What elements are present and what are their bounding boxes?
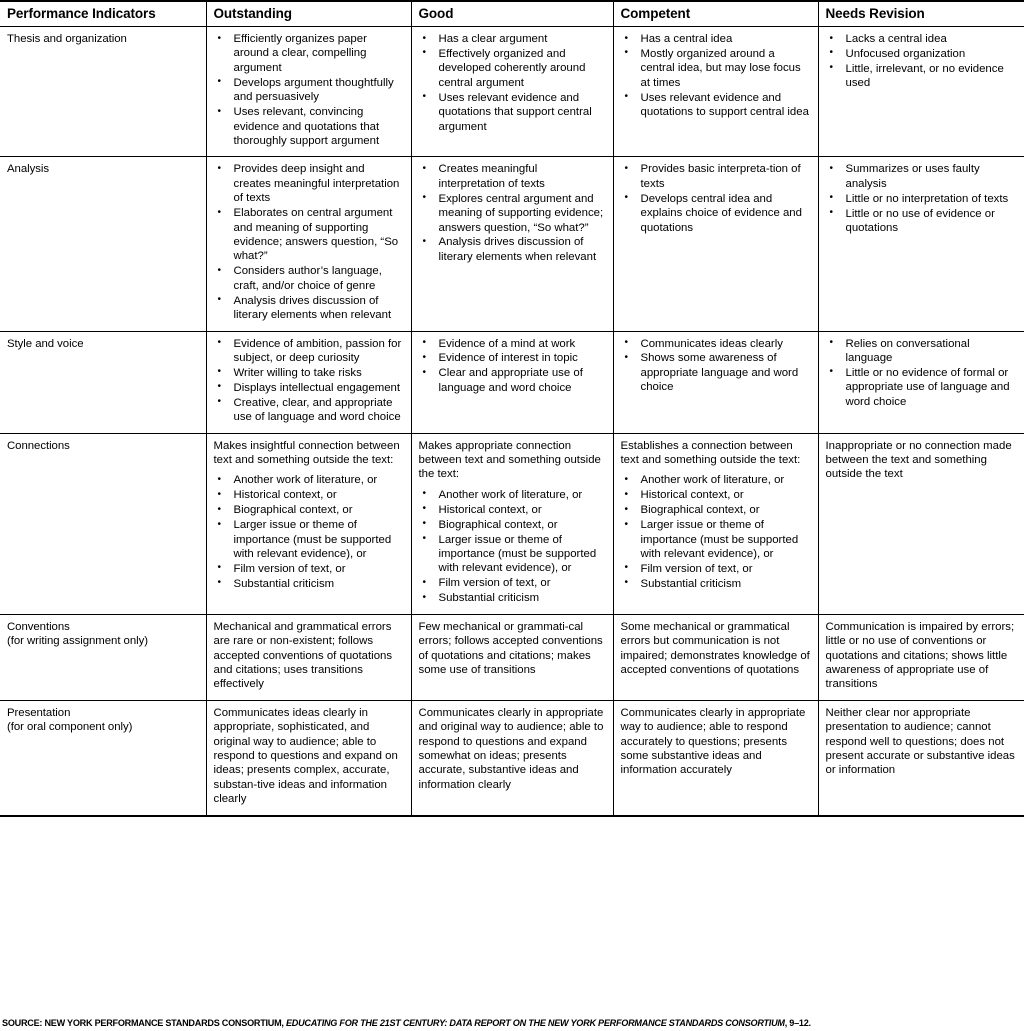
- criteria-bullet-item: • Communicates ideas clearly: [621, 337, 811, 351]
- criteria-cell-outstanding: [206, 331, 411, 433]
- criteria-cell-needs-revision: [818, 433, 1024, 614]
- criteria-cell-good: [411, 433, 613, 614]
- criteria-cell-competent: [613, 27, 818, 157]
- criteria-bullet-list: [214, 162, 404, 322]
- criteria-bullet-item: • Displays intellectual engagement: [214, 381, 404, 395]
- criteria-bullet-item: • Evidence of interest in topic: [419, 351, 606, 365]
- criteria-bullet-list: [419, 337, 606, 396]
- criteria-cell-competent: [613, 331, 818, 433]
- criteria-bullet-item: • Biographical context, or: [621, 503, 811, 517]
- criteria-bullet-list: [826, 32, 1018, 91]
- criteria-bullet-list: [419, 488, 606, 606]
- criteria-bullet-item: • Historical context, or: [214, 488, 404, 502]
- indicator-label: [7, 620, 199, 649]
- criteria-bullet-item: • Substantial criticism: [419, 591, 606, 605]
- criteria-paragraph: Communicates clearly in appropriate way to audience; able to respond accurately to questions; presents some substantive ideas and information accurately: [620, 706, 806, 777]
- criteria-cell-competent: [613, 614, 818, 700]
- indicator-cell: [0, 157, 206, 331]
- criteria-bullet-item: • Uses relevant evidence and quotations to support central idea: [621, 91, 811, 120]
- indicator-name: Presentation: [7, 706, 71, 719]
- criteria-bullet-item: • Substantial criticism: [621, 577, 811, 591]
- criteria-cell-good: [411, 331, 613, 433]
- column-header-outstanding: Outstanding: [206, 1, 411, 27]
- criteria-bullet-item: • Creates meaningful interpretation of texts: [419, 162, 606, 191]
- criteria-bullet-item: • Effectively organized and developed coherently around central argument: [419, 47, 606, 90]
- indicator-cell: [0, 27, 206, 157]
- criteria-bullet-item: • Explores central argument and meaning of supporting evidence; answers question, “So what?”: [419, 192, 606, 235]
- criteria-bullet-item: • Summarizes or uses faulty analysis: [826, 162, 1018, 191]
- column-header-competent: Competent: [613, 1, 818, 27]
- criteria-bullet-item: • Another work of literature, or: [214, 473, 404, 487]
- indicator-label: [7, 32, 199, 47]
- criteria-paragraph: Communicates clearly in appropriate and original way to audience; able to respond to questions and expand somewhat on ideas; presents accurate, substantive ideas and information clearly: [418, 706, 604, 791]
- criteria-bullet-item: • Creative, clear, and appropriate use of language and word choice: [214, 396, 404, 425]
- criteria-paragraph: Communication is impaired by errors; little or no use of conventions or quotations and citations; shows little awareness of appropriate use of transitions: [825, 620, 1015, 691]
- indicator-name: Analysis: [7, 163, 50, 176]
- criteria-bullet-item: • Another work of literature, or: [419, 488, 606, 502]
- criteria-cell-needs-revision: [818, 700, 1024, 815]
- indicator-name: Thesis and organization: [7, 33, 127, 45]
- criteria-bullet-item: • Uses relevant, convincing evidence and quotations that thoroughly support argument: [214, 105, 404, 148]
- table-row: [0, 433, 1024, 614]
- criteria-bullet-item: • Provides deep insight and creates meaningful interpretation of texts: [214, 162, 404, 205]
- source-suffix: , 9–12.: [784, 1018, 811, 1029]
- indicator-cell: [0, 614, 206, 700]
- criteria-cell-good: [411, 700, 613, 815]
- table-row: [0, 700, 1024, 815]
- criteria-bullet-list: [826, 162, 1018, 235]
- criteria-cell-needs-revision: [818, 331, 1024, 433]
- criteria-cell-good: [411, 27, 613, 157]
- criteria-bullet-list: [621, 162, 811, 235]
- criteria-bullet-item: • Historical context, or: [419, 503, 606, 517]
- criteria-bullet-item: • Biographical context, or: [419, 518, 606, 532]
- criteria-bullet-item: • Analysis drives discussion of literary elements when relevant: [419, 235, 606, 264]
- criteria-bullet-list: [621, 32, 811, 120]
- criteria-bullet-item: • Analysis drives discussion of literary elements when relevant: [214, 294, 404, 323]
- criteria-bullet-item: • Film version of text, or: [214, 562, 404, 576]
- criteria-bullet-list: [826, 337, 1018, 410]
- criteria-cell-outstanding: [206, 433, 411, 614]
- criteria-cell-needs-revision: [818, 614, 1024, 700]
- criteria-intro: Establishes a connection between text and something outside the text:: [620, 439, 801, 466]
- indicator-name: Conventions: [7, 620, 70, 633]
- column-header-good: Good: [411, 1, 613, 27]
- criteria-paragraph: Inappropriate or no connection made between the text and something outside the text: [825, 439, 1012, 481]
- criteria-bullet-item: • Elaborates on central argument and meaning of supporting evidence; answers question, “So what?”: [214, 206, 404, 264]
- criteria-bullet-item: • Develops argument thoughtfully and persuasively: [214, 76, 404, 105]
- source-title: EDUCATING FOR THE 21ST CENTURY: DATA REPORT ON THE NEW YORK PERFORMANCE STANDARDS CONSORTIUM: [285, 1018, 785, 1029]
- source-citation: [2, 1018, 1022, 1029]
- criteria-bullet-item: • Little or no use of evidence or quotations: [826, 207, 1018, 236]
- criteria-bullet-item: • Relies on conversational language: [826, 337, 1018, 366]
- criteria-cell-outstanding: [206, 157, 411, 331]
- criteria-bullet-item: • Larger issue or theme of importance (must be supported with relevant evidence), or: [214, 518, 404, 561]
- table-row: [0, 157, 1024, 331]
- criteria-bullet-item: • Another work of literature, or: [621, 473, 811, 487]
- criteria-bullet-item: • Considers author’s language, craft, and/or choice of genre: [214, 264, 404, 293]
- criteria-bullet-item: • Mostly organized around a central idea, but may lose focus at times: [621, 47, 811, 90]
- criteria-bullet-item: • Develops central idea and explains choice of evidence and quotations: [621, 192, 811, 235]
- indicator-cell: [0, 331, 206, 433]
- criteria-paragraph: Communicates ideas clearly in appropriate, sophisticated, and original way to audience; able to respond to questions and expand on ideas; presents complex, accurate, substan-tive ideas and information clearly: [213, 706, 398, 806]
- criteria-cell-good: [411, 157, 613, 331]
- criteria-bullet-list: [214, 32, 404, 148]
- header-row: [0, 1, 1024, 27]
- criteria-cell-needs-revision: [818, 27, 1024, 157]
- criteria-bullet-item: • Evidence of ambition, passion for subject, or deep curiosity: [214, 337, 404, 366]
- criteria-bullet-list: [621, 337, 811, 395]
- criteria-bullet-item: • Shows some awareness of appropriate language and word choice: [621, 351, 811, 394]
- criteria-bullet-item: • Provides basic interpreta-tion of texts: [621, 162, 811, 191]
- criteria-cell-competent: [613, 157, 818, 331]
- criteria-bullet-item: • Has a clear argument: [419, 32, 606, 46]
- criteria-paragraph: Some mechanical or grammatical errors but communication is not impaired; demonstrates knowledge of accepted conventions of quotations: [620, 620, 810, 676]
- column-header-performance-indicators: Performance Indicators: [0, 1, 206, 27]
- indicator-cell: [0, 700, 206, 815]
- criteria-bullet-item: • Writer willing to take risks: [214, 366, 404, 380]
- criteria-bullet-item: • Uses relevant evidence and quotations that support central argument: [419, 91, 606, 134]
- criteria-cell-outstanding: [206, 27, 411, 157]
- criteria-bullet-item: • Unfocused organization: [826, 47, 1018, 61]
- indicator-cell: [0, 433, 206, 614]
- source-prefix: SOURCE: NEW YORK PERFORMANCE STANDARDS CONSORTIUM,: [2, 1018, 286, 1029]
- criteria-bullet-item: • Larger issue or theme of importance (must be supported with relevant evidence), or: [621, 518, 811, 561]
- criteria-bullet-item: • Substantial criticism: [214, 577, 404, 591]
- criteria-cell-outstanding: [206, 614, 411, 700]
- criteria-bullet-item: • Little, irrelevant, or no evidence used: [826, 62, 1018, 91]
- criteria-bullet-item: • Historical context, or: [621, 488, 811, 502]
- criteria-bullet-list: [621, 473, 811, 591]
- table-row: [0, 27, 1024, 157]
- indicator-qualifier: (for writing assignment only): [7, 635, 148, 648]
- criteria-bullet-item: • Lacks a central idea: [826, 32, 1018, 46]
- indicator-label: [7, 337, 199, 352]
- criteria-bullet-list: [214, 473, 404, 591]
- indicator-name: Connections: [7, 439, 70, 452]
- criteria-bullet-item: • Biographical context, or: [214, 503, 404, 517]
- indicator-label: [7, 706, 199, 735]
- criteria-cell-competent: [613, 433, 818, 614]
- indicator-label: [7, 162, 199, 177]
- criteria-cell-competent: [613, 700, 818, 815]
- criteria-bullet-item: • Clear and appropriate use of language and word choice: [419, 366, 606, 395]
- indicator-name: Style and voice: [7, 337, 84, 350]
- criteria-cell-needs-revision: [818, 157, 1024, 331]
- indicator-label: [7, 439, 199, 454]
- criteria-bullet-item: • Efficiently organizes paper around a clear, compelling argument: [214, 32, 404, 75]
- criteria-bullet-item: • Evidence of a mind at work: [419, 337, 606, 351]
- table-header: [0, 1, 1024, 27]
- criteria-bullet-item: • Larger issue or theme of importance (must be supported with relevant evidence), or: [419, 533, 606, 576]
- column-header-needs-revision: Needs Revision: [818, 1, 1024, 27]
- criteria-paragraph: Few mechanical or grammati-cal errors; follows accepted conventions of quotations and citations; makes some use of transitions: [418, 620, 603, 676]
- criteria-cell-outstanding: [206, 700, 411, 815]
- criteria-bullet-item: • Has a central idea: [621, 32, 811, 46]
- criteria-paragraph: Neither clear nor appropriate presentation to audience; cannot respond well to questions; does not present accurate or substantive ideas or information: [825, 706, 1015, 777]
- criteria-bullet-item: • Little or no interpretation of texts: [826, 192, 1018, 206]
- criteria-bullet-item: • Film version of text, or: [621, 562, 811, 576]
- criteria-bullet-item: • Little or no evidence of formal or appropriate use of language and word choice: [826, 366, 1018, 409]
- criteria-bullet-list: [419, 162, 606, 264]
- criteria-bullet-list: [214, 337, 404, 425]
- criteria-intro: Makes insightful connection between text and something outside the text:: [213, 439, 400, 466]
- criteria-cell-good: [411, 614, 613, 700]
- table-body: [0, 27, 1024, 816]
- table-row: [0, 331, 1024, 433]
- criteria-bullet-item: • Film version of text, or: [419, 576, 606, 590]
- criteria-bullet-list: [419, 32, 606, 134]
- criteria-paragraph: Mechanical and grammatical errors are rare or non-existent; follows accepted conventions of quotations and citations; uses transitions effectively: [213, 620, 393, 691]
- table-row: [0, 614, 1024, 700]
- indicator-qualifier: (for oral component only): [7, 721, 133, 734]
- criteria-intro: Makes appropriate connection between text and something outside the text:: [418, 439, 601, 481]
